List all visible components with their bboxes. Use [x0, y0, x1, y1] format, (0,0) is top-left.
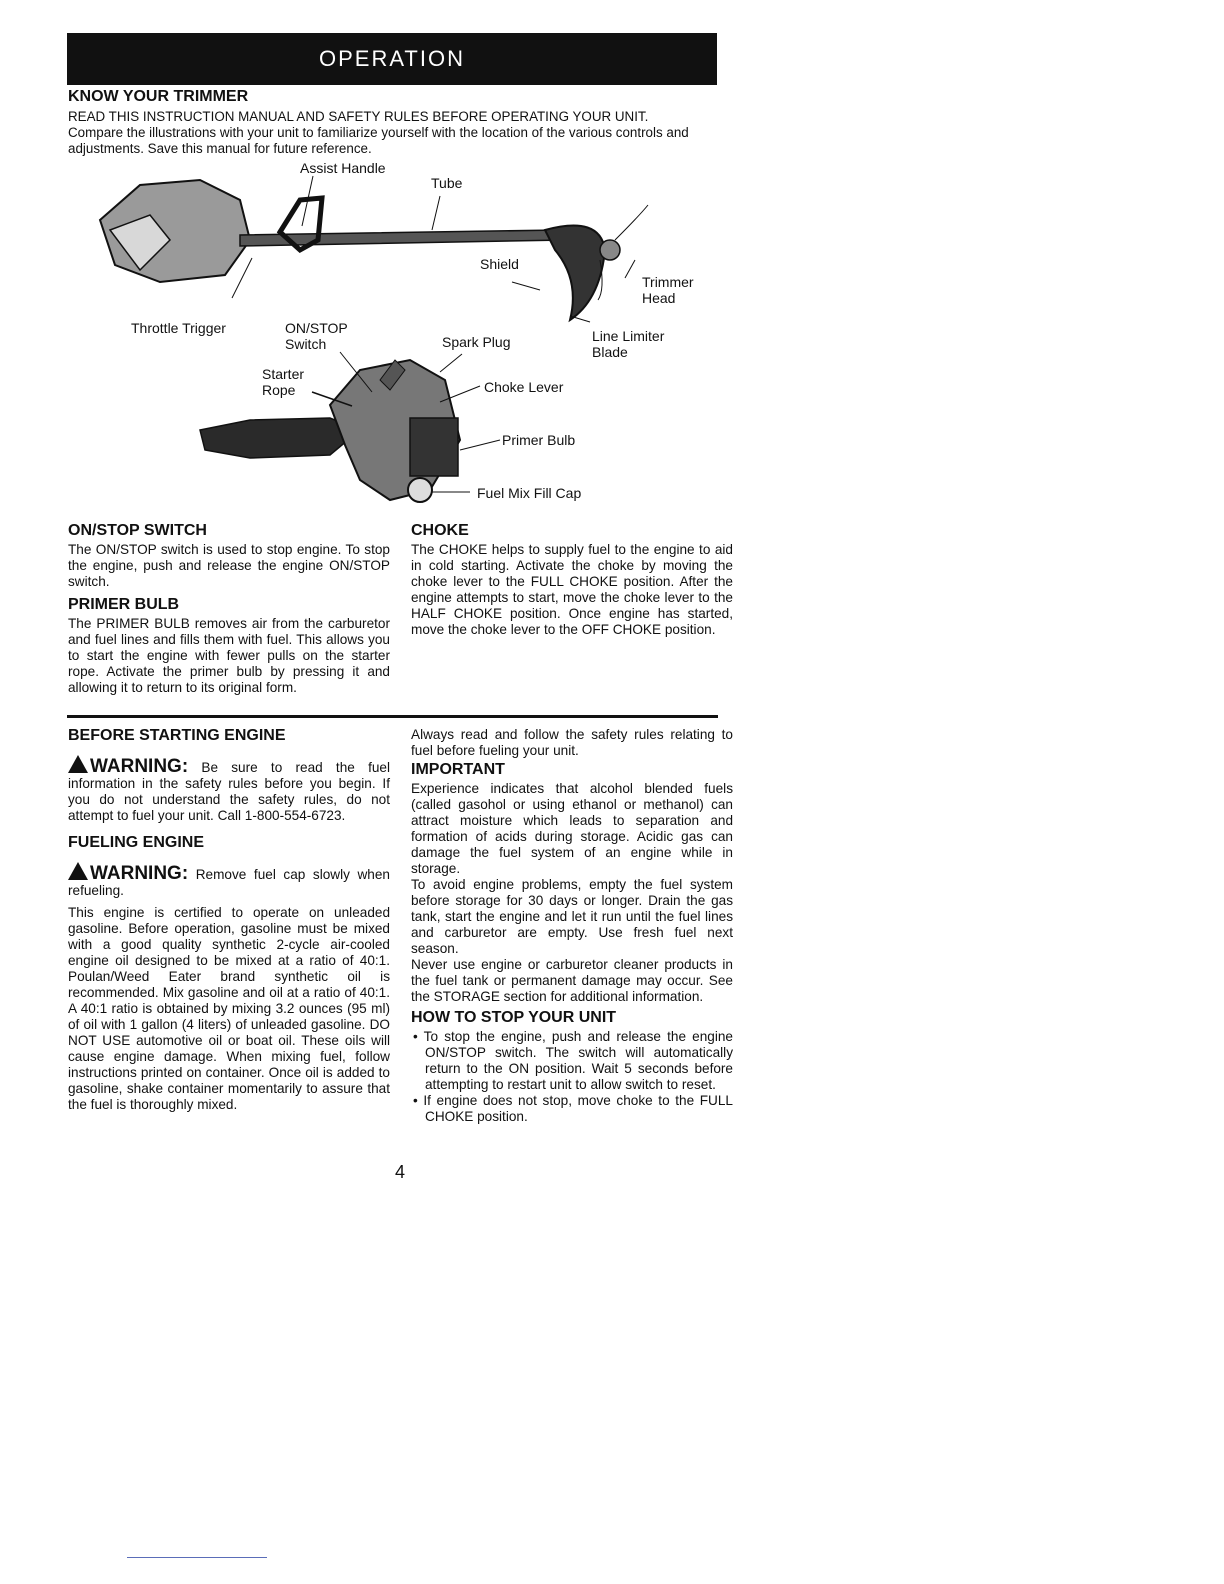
fueling-text: This engine is certified to operate on unleaded gasoline. Before operation, gasoline must be mixed with a good quality synthetic 2-cycle air-cooled engine oil designed to be mixed at a ratio of 40:1. Poulan/Weed Eater brand synthetic oil is recommended. Mix gasoline and oil at a ratio of 40:1. A 40:1 ratio is obtained by mixing 3.2 ounces (95 ml) of oil with 1 gallon (4 liters) of unleaded gasoline. DO NOT USE automotive oil or boat oil. These oils will cause engine damage. When mixing fuel, follow instructions printed on container. Once oil is added to gasoline, shake container momentarily to assure that the fuel is thoroughly mixed.: [68, 905, 390, 1112]
know-line-2: Compare the illustrations with your unit to familiarize yourself with the location of the various controls and adjustments. Save this manual for future reference.: [68, 125, 689, 156]
section-divider: [67, 715, 718, 718]
fueling-warning-text: Remove fuel cap slowly when refueling.: [68, 867, 390, 898]
label-tube: Tube: [431, 175, 463, 191]
onstop-primer-column: [68, 522, 390, 702]
label-throttle-trigger: Throttle Trigger: [131, 320, 226, 336]
avoid-problems-text: To avoid engine problems, empty the fuel system before storage for 30 days or longer. Drain the gas tank, start the engine and let it run until the fuel lines and carburetor are empty. Use fresh fuel next season.: [411, 877, 733, 956]
label-blade: Blade: [592, 344, 628, 360]
primer-heading: PRIMER BULB: [68, 596, 180, 613]
know-your-trimmer-heading: KNOW YOUR TRIMMER: [68, 88, 249, 105]
onstop-text: The ON/STOP switch is used to stop engine. To stop the engine, push and release the engine ON/STOP switch.: [68, 542, 390, 589]
fueling-warning-label: WARNING:: [90, 863, 189, 884]
page-number: 4: [395, 1162, 406, 1182]
important-heading: IMPORTANT: [411, 761, 505, 778]
warning-icon: [68, 862, 88, 880]
label-head: Head: [642, 290, 676, 306]
label-choke-lever: Choke Lever: [484, 379, 564, 395]
choke-text: The CHOKE helps to supply fuel to the engine to aid in cold starting. Activate the choke by moving the choke lever to the FULL CHOKE position. After the engine attempts to start, move the choke lever to the HALF CHOKE position. Once engine has started, move the choke lever to the OFF CHOKE position.: [411, 542, 733, 637]
fuel-left-column: [68, 727, 390, 1119]
fuel-intro-text: Always read and follow the safety rules relating to fuel before fueling your unit.: [411, 727, 733, 758]
warning-icon: [68, 755, 88, 773]
label-rope: Rope: [262, 382, 296, 398]
label-switch: Switch: [285, 336, 327, 352]
before-warning-text: Be sure to read the fuel information in the safety rules before you begin. If you do not understand the safety rules, do not attempt to fuel your unit. Call 1-800-554-6723.: [68, 760, 390, 823]
label-primer-bulb: Primer Bulb: [502, 432, 576, 448]
how-to-stop-heading: HOW TO STOP YOUR UNIT: [411, 1009, 617, 1026]
label-fuel-mix-fill-cap: Fuel Mix Fill Cap: [477, 485, 582, 501]
label-line-limiter: Line Limiter: [592, 328, 665, 344]
label-starter: Starter: [262, 366, 305, 382]
fuel-right-column: [411, 727, 733, 1125]
trimmer-illustration: [0, 0, 1224, 520]
never-use-text: Never use engine or carburetor cleaner products in the fuel tank or permanent damage may occur. See the STORAGE section for additional information.: [411, 957, 733, 1004]
primer-text: The PRIMER BULB removes air from the carburetor and fuel lines and fills them with fuel. This allows you to start the engine with fewer pulls on the starter rope. Activate the primer bulb by pressing it and allowing it to return to its original form.: [68, 616, 390, 695]
know-line-1: READ THIS INSTRUCTION MANUAL AND SAFETY RULES BEFORE OPERATING YOUR UNIT.: [68, 109, 649, 124]
fueling-warning: [68, 862, 390, 899]
fueling-heading: FUELING ENGINE: [68, 834, 205, 851]
choke-heading: CHOKE: [411, 522, 469, 539]
before-starting-heading: BEFORE STARTING ENGINE: [68, 727, 286, 744]
before-warning: [68, 755, 390, 824]
before-warning-label: WARNING:: [90, 756, 189, 777]
label-trimmer: Trimmer: [642, 274, 694, 290]
onstop-heading: ON/STOP SWITCH: [68, 522, 207, 539]
label-assist-handle: Assist Handle: [300, 160, 386, 176]
stop-bullet-1: • To stop the engine, push and release the engine ON/STOP switch. The switch will automatically return to the ON position. Wait 5 seconds before attempting to restart unit to allow switch to reset.: [413, 1029, 733, 1092]
operation-banner: OPERATION: [67, 33, 717, 85]
footer-line: [127, 1557, 267, 1558]
label-shield: Shield: [480, 256, 519, 272]
stop-bullet-2: • If engine does not stop, move choke to the FULL CHOKE position.: [413, 1093, 733, 1124]
important-text: Experience indicates that alcohol blended fuels (called gasohol or using ethanol or methanol) can attract moisture which leads to separation and formation of acids during storage. Acidic gas can damage the fuel system of an engine while in storage.: [411, 781, 733, 876]
choke-column: [411, 522, 733, 644]
label-onstop: ON/STOP: [285, 320, 348, 336]
label-spark-plug: Spark Plug: [442, 334, 511, 350]
